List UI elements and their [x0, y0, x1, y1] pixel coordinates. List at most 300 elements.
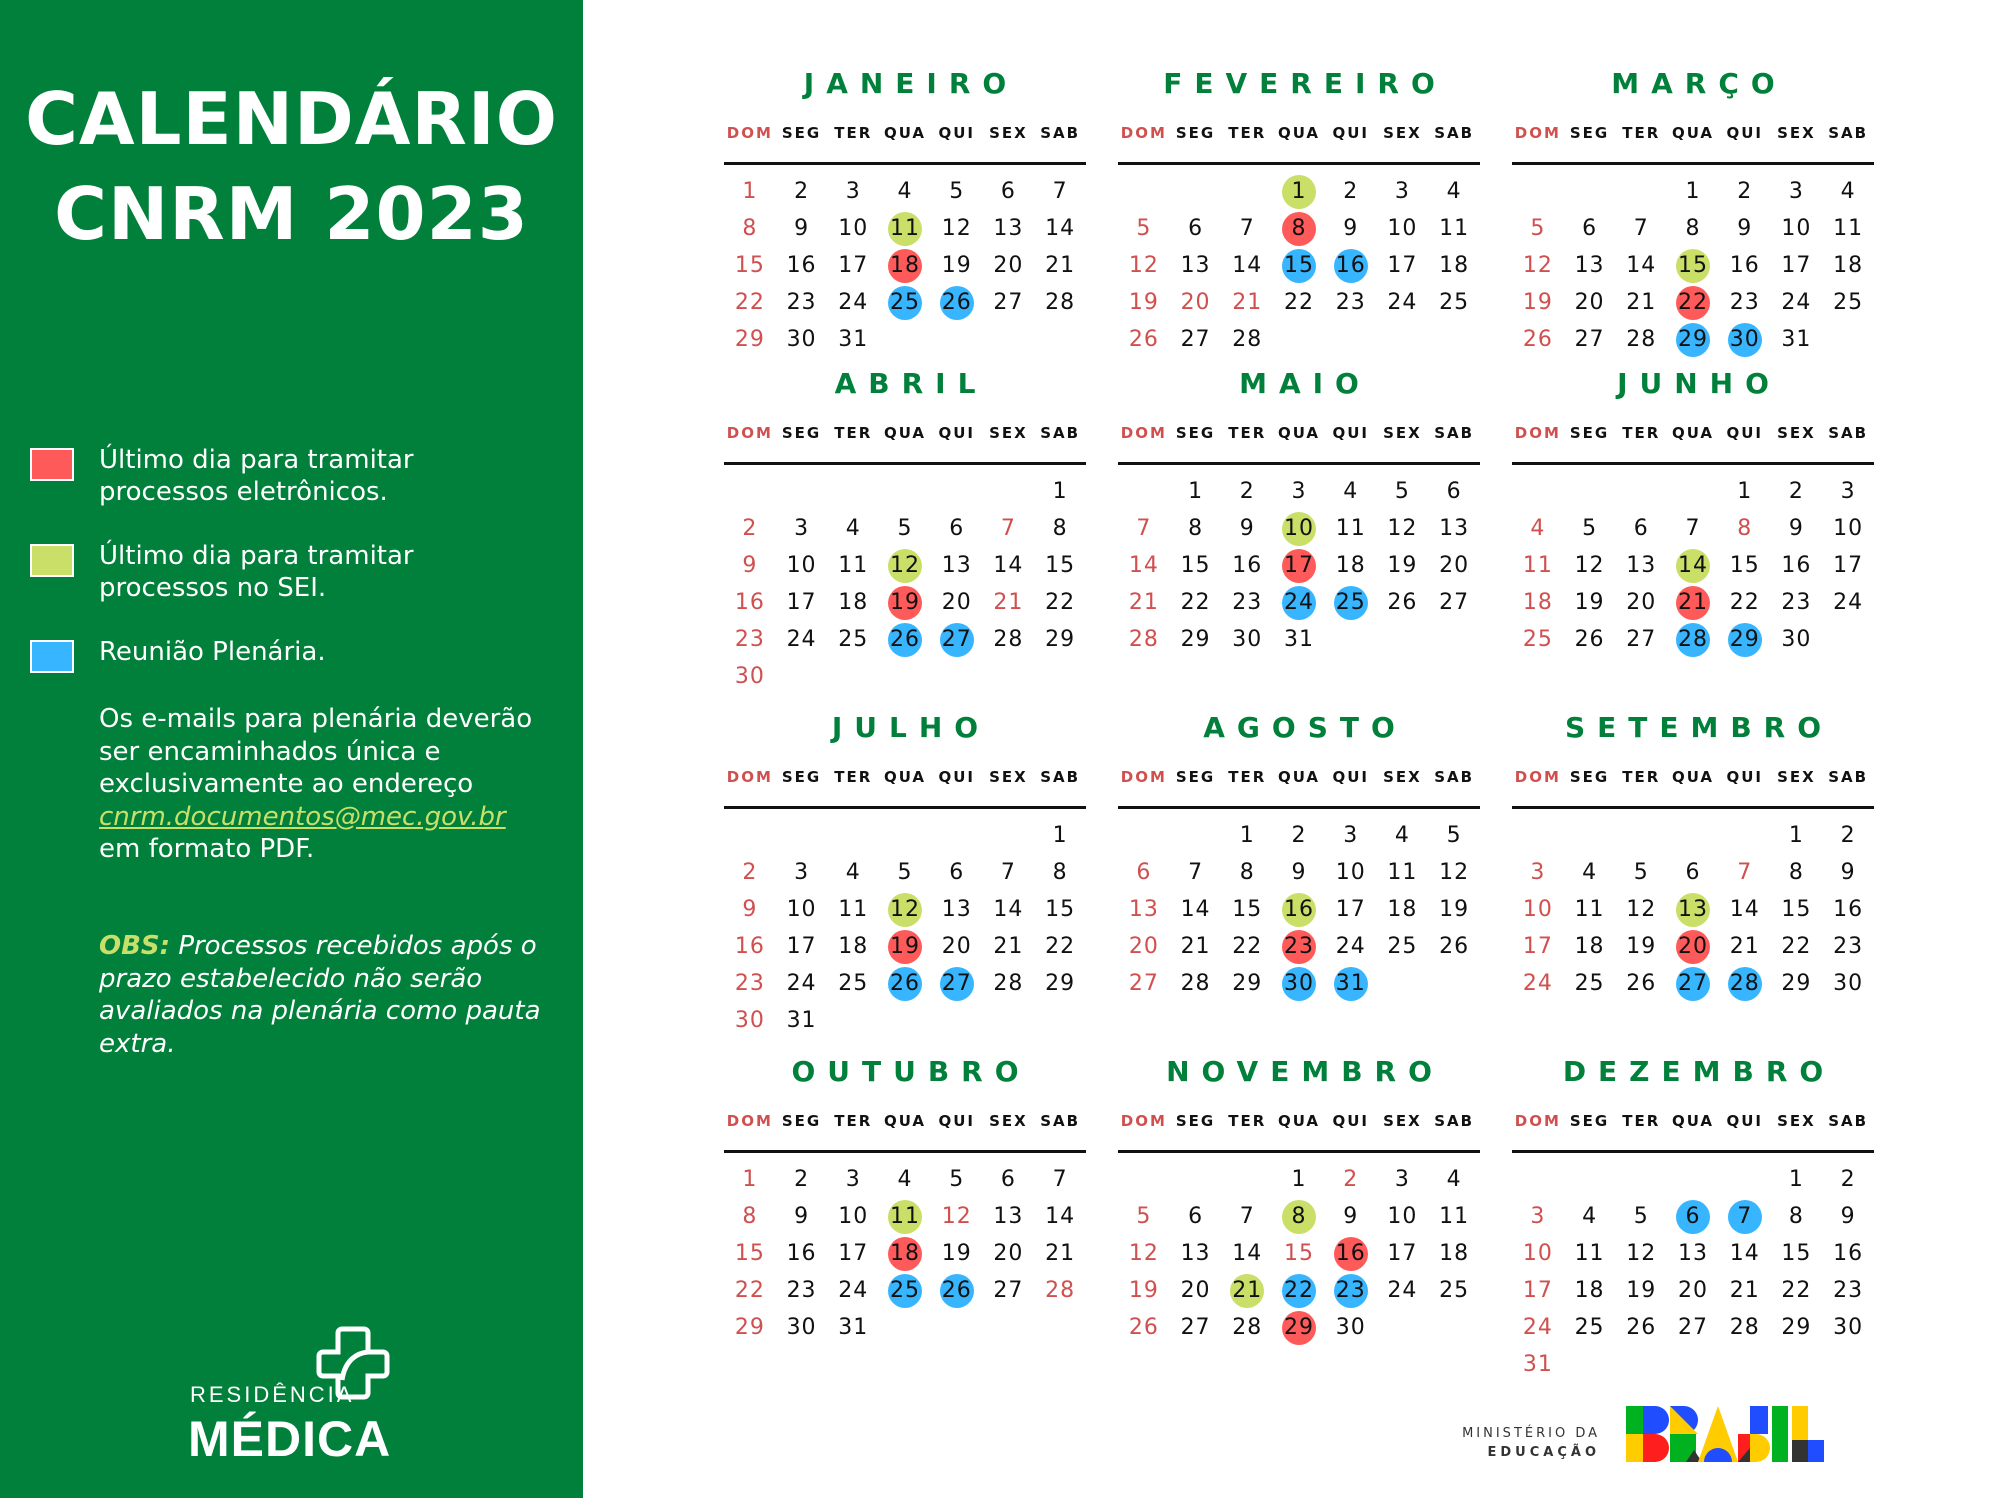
day-number: 7 — [1239, 1204, 1255, 1229]
day-number: 11 — [889, 216, 920, 241]
day-cell — [1428, 173, 1480, 210]
day-cell — [1377, 1198, 1429, 1235]
weekday-label: DOM — [1120, 424, 1167, 442]
day-cell — [827, 1272, 879, 1309]
day-cell — [879, 928, 931, 965]
day-cell — [1118, 584, 1170, 621]
day-number: 10 — [786, 897, 817, 922]
day-number: 24 — [1833, 590, 1864, 615]
day-cell — [1771, 854, 1823, 891]
day-cell — [827, 621, 879, 658]
month-junho — [1512, 364, 1874, 658]
day-cell — [1034, 965, 1086, 1002]
day-cell — [879, 1161, 931, 1198]
day-cell — [1615, 247, 1667, 284]
weekday-label: QUA — [1671, 768, 1715, 786]
day-number: 26 — [1387, 590, 1418, 615]
day-number: 6 — [1582, 216, 1598, 241]
red-swatch-icon — [30, 448, 74, 481]
day-number: 22 — [1729, 590, 1760, 615]
day-cell — [776, 1309, 828, 1346]
day-cell — [1325, 247, 1377, 284]
legend-item-red — [30, 444, 439, 508]
weekday-label: DOM — [1514, 768, 1561, 786]
day-cell — [1221, 1235, 1273, 1272]
day-number: 4 — [897, 179, 913, 204]
day-cell — [1034, 173, 1086, 210]
day-number: 12 — [1439, 860, 1470, 885]
day-number: 24 — [838, 290, 869, 315]
day-number: 1 — [1188, 479, 1204, 504]
day-number: 9 — [1737, 216, 1753, 241]
weekday-label: DOM — [1120, 124, 1167, 142]
day-cell — [1719, 928, 1771, 965]
weekday-label: SEX — [1777, 768, 1816, 786]
weekday-label: SEG — [1175, 768, 1216, 786]
day-number: 2 — [794, 179, 810, 204]
day-number: 27 — [1128, 971, 1159, 996]
day-number: 11 — [1439, 216, 1470, 241]
day-cell — [1512, 1235, 1564, 1272]
weekday-label: SAB — [1434, 768, 1475, 786]
day-number: 25 — [838, 971, 869, 996]
day-number: 2 — [1239, 479, 1255, 504]
day-number: 4 — [1394, 823, 1410, 848]
day-number: 1 — [1291, 179, 1307, 204]
day-cell — [1771, 173, 1823, 210]
day-number: 17 — [1387, 1241, 1418, 1266]
day-cell — [776, 1161, 828, 1198]
day-cell — [1512, 284, 1564, 321]
empty-cell — [1221, 1161, 1273, 1198]
day-number: 3 — [1343, 823, 1359, 848]
day-cell — [1512, 547, 1564, 584]
day-cell — [1667, 321, 1719, 358]
day-cell — [724, 247, 776, 284]
header-divider — [1118, 806, 1480, 809]
day-cell — [1325, 284, 1377, 321]
weekday-label: TER — [834, 768, 873, 786]
day-number: 13 — [1574, 253, 1605, 278]
day-number: 26 — [1128, 327, 1159, 352]
days-grid — [1118, 173, 1480, 358]
day-number: 5 — [1530, 216, 1546, 241]
day-cell — [1428, 284, 1480, 321]
day-cell — [931, 510, 983, 547]
day-cell — [983, 621, 1035, 658]
day-cell — [1615, 1198, 1667, 1235]
day-cell — [776, 173, 828, 210]
day-number: 23 — [1283, 934, 1314, 959]
weekday-label: SAB — [1828, 124, 1869, 142]
day-number: 23 — [1833, 1278, 1864, 1303]
weekday-label: SAB — [1828, 768, 1869, 786]
day-number: 29 — [1045, 971, 1076, 996]
day-cell — [1221, 621, 1273, 658]
empty-cell — [1170, 1161, 1222, 1198]
logo-line-1: RESIDÊNCIA — [190, 1382, 355, 1407]
day-cell — [1428, 584, 1480, 621]
day-number: 20 — [1677, 934, 1708, 959]
day-cell — [1034, 1235, 1086, 1272]
day-cell — [1034, 854, 1086, 891]
day-cell — [1615, 854, 1667, 891]
day-number: 12 — [889, 897, 920, 922]
day-cell — [1118, 321, 1170, 358]
day-number: 24 — [1387, 290, 1418, 315]
day-cell — [724, 928, 776, 965]
day-number: 17 — [1387, 253, 1418, 278]
day-cell — [1564, 621, 1616, 658]
empty-cell — [724, 817, 776, 854]
empty-cell — [931, 817, 983, 854]
day-cell — [827, 1235, 879, 1272]
day-number: 2 — [1343, 179, 1359, 204]
day-number: 18 — [1439, 1241, 1470, 1266]
day-cell — [1170, 473, 1222, 510]
day-cell — [1667, 621, 1719, 658]
day-cell — [776, 1198, 828, 1235]
day-number: 7 — [1188, 860, 1204, 885]
day-cell — [1564, 510, 1616, 547]
day-number: 25 — [838, 627, 869, 652]
day-cell — [1667, 1272, 1719, 1309]
day-cell — [1615, 891, 1667, 928]
month-março — [1512, 64, 1874, 358]
day-cell — [1667, 247, 1719, 284]
month-outubro — [724, 1052, 1086, 1346]
day-cell — [1512, 247, 1564, 284]
day-cell — [879, 965, 931, 1002]
day-cell — [1221, 1309, 1273, 1346]
day-cell — [1428, 1272, 1480, 1309]
day-cell — [1771, 817, 1823, 854]
day-number: 19 — [1439, 897, 1470, 922]
day-number: 3 — [845, 179, 861, 204]
day-number: 18 — [889, 1241, 920, 1266]
days-grid — [1512, 817, 1874, 1002]
empty-cell — [879, 473, 931, 510]
day-cell — [931, 547, 983, 584]
day-number: 21 — [993, 934, 1024, 959]
day-cell — [776, 584, 828, 621]
day-number: 8 — [1291, 1204, 1307, 1229]
day-cell — [1170, 854, 1222, 891]
day-number: 25 — [889, 1278, 920, 1303]
day-cell — [1719, 891, 1771, 928]
day-number: 15 — [1045, 553, 1076, 578]
day-cell — [1273, 210, 1325, 247]
weekday-label: QUI — [938, 768, 975, 786]
day-cell — [1771, 584, 1823, 621]
day-cell — [1719, 284, 1771, 321]
day-number: 15 — [1677, 253, 1708, 278]
day-number: 31 — [838, 1315, 869, 1340]
weekday-label: SEX — [1383, 424, 1422, 442]
day-number: 28 — [1045, 290, 1076, 315]
day-number: 28 — [1180, 971, 1211, 996]
day-number: 2 — [1788, 479, 1804, 504]
day-cell — [776, 1002, 828, 1039]
day-cell — [1377, 928, 1429, 965]
day-cell — [1034, 1161, 1086, 1198]
empty-cell — [1564, 473, 1616, 510]
day-cell — [1667, 965, 1719, 1002]
day-number: 24 — [1283, 590, 1314, 615]
day-cell — [1512, 928, 1564, 965]
day-cell — [1221, 473, 1273, 510]
day-cell — [1170, 510, 1222, 547]
weekday-label: SEG — [1569, 124, 1610, 142]
day-cell — [1118, 210, 1170, 247]
day-cell — [983, 1235, 1035, 1272]
day-number: 26 — [1626, 971, 1657, 996]
weekday-header — [724, 418, 1086, 448]
day-cell — [1822, 1198, 1874, 1235]
day-cell — [1273, 965, 1325, 1002]
day-number: 3 — [794, 516, 810, 541]
day-number: 14 — [993, 897, 1024, 922]
day-number: 9 — [1343, 1204, 1359, 1229]
header-divider — [1512, 162, 1874, 165]
day-cell — [1719, 547, 1771, 584]
weekday-label: DOM — [1120, 768, 1167, 786]
day-number: 12 — [1522, 253, 1553, 278]
day-cell — [776, 854, 828, 891]
month-name: AGOSTO — [1203, 711, 1407, 744]
weekday-label: TER — [834, 1112, 873, 1130]
day-cell — [1564, 584, 1616, 621]
day-cell — [1170, 547, 1222, 584]
day-number: 14 — [1729, 1241, 1760, 1266]
day-number: 27 — [941, 971, 972, 996]
day-number: 9 — [1840, 860, 1856, 885]
day-cell — [1719, 1198, 1771, 1235]
day-cell — [931, 210, 983, 247]
green-swatch-icon — [30, 544, 74, 577]
day-cell — [1221, 247, 1273, 284]
day-cell — [1118, 1272, 1170, 1309]
day-number: 24 — [1522, 971, 1553, 996]
day-number: 11 — [1439, 1204, 1470, 1229]
day-number: 7 — [1052, 1167, 1068, 1192]
day-number: 6 — [1136, 860, 1152, 885]
day-number: 23 — [786, 1278, 817, 1303]
day-number: 22 — [734, 290, 765, 315]
day-number: 27 — [993, 290, 1024, 315]
day-number: 4 — [845, 516, 861, 541]
empty-cell — [1667, 1161, 1719, 1198]
day-number: 18 — [1833, 253, 1864, 278]
empty-cell — [1615, 817, 1667, 854]
day-cell — [879, 510, 931, 547]
day-number: 20 — [1439, 553, 1470, 578]
weekday-label: DOM — [1514, 1112, 1561, 1130]
day-number: 12 — [1128, 1241, 1159, 1266]
day-cell — [1667, 584, 1719, 621]
day-number: 5 — [1633, 860, 1649, 885]
days-grid — [724, 817, 1086, 1039]
day-number: 13 — [1128, 897, 1159, 922]
day-number: 4 — [1840, 179, 1856, 204]
day-cell — [1428, 817, 1480, 854]
day-number: 27 — [993, 1278, 1024, 1303]
day-cell — [1667, 173, 1719, 210]
day-number: 18 — [1574, 934, 1605, 959]
day-cell — [1771, 284, 1823, 321]
weekday-label: SAB — [1040, 1112, 1081, 1130]
day-number: 15 — [1729, 553, 1760, 578]
day-cell — [1170, 247, 1222, 284]
day-number: 23 — [786, 290, 817, 315]
day-cell — [1377, 210, 1429, 247]
day-number: 9 — [794, 216, 810, 241]
day-number: 5 — [1582, 516, 1598, 541]
day-cell — [1273, 547, 1325, 584]
day-number: 28 — [1677, 627, 1708, 652]
weekday-label: DOM — [1514, 424, 1561, 442]
day-cell — [1428, 247, 1480, 284]
day-number: 31 — [1522, 1352, 1553, 1377]
day-number: 25 — [1387, 934, 1418, 959]
day-number: 2 — [1291, 823, 1307, 848]
day-number: 8 — [742, 216, 758, 241]
day-cell — [983, 247, 1035, 284]
weekday-label: SEX — [1383, 1112, 1422, 1130]
day-number: 16 — [1781, 553, 1812, 578]
header-divider — [1512, 1150, 1874, 1153]
day-cell — [1564, 854, 1616, 891]
day-number: 11 — [838, 897, 869, 922]
day-cell — [1615, 547, 1667, 584]
email-link[interactable]: cnrm.documentos@mec.gov.br — [99, 801, 506, 832]
day-cell — [1667, 510, 1719, 547]
legend-label: Reunião Plenária. — [99, 637, 326, 667]
day-number: 22 — [1283, 1278, 1314, 1303]
day-number: 25 — [1335, 590, 1366, 615]
weekday-label: QUA — [883, 424, 927, 442]
day-number: 15 — [734, 1241, 765, 1266]
day-number: 10 — [1335, 860, 1366, 885]
empty-cell — [1719, 817, 1771, 854]
day-cell — [1667, 891, 1719, 928]
day-cell — [1325, 210, 1377, 247]
day-cell — [1170, 321, 1222, 358]
day-number: 10 — [838, 216, 869, 241]
day-number: 10 — [1387, 216, 1418, 241]
day-number: 14 — [1232, 253, 1263, 278]
day-cell — [1034, 928, 1086, 965]
empty-cell — [983, 473, 1035, 510]
day-cell — [1273, 621, 1325, 658]
day-number: 26 — [889, 971, 920, 996]
day-number: 28 — [993, 627, 1024, 652]
day-number: 7 — [1052, 179, 1068, 204]
day-cell — [1428, 854, 1480, 891]
day-number: 8 — [1737, 516, 1753, 541]
empty-cell — [1118, 817, 1170, 854]
day-cell — [1512, 584, 1564, 621]
day-number: 30 — [1833, 971, 1864, 996]
day-cell — [1034, 210, 1086, 247]
day-number: 13 — [1439, 516, 1470, 541]
day-cell — [724, 584, 776, 621]
day-cell — [1822, 1272, 1874, 1309]
weekday-header — [724, 1106, 1086, 1136]
day-number: 4 — [897, 1167, 913, 1192]
month-name: NOVEMBRO — [1166, 1055, 1444, 1088]
weekday-label: TER — [1228, 768, 1267, 786]
header-divider — [724, 462, 1086, 465]
weekday-label: SEG — [1569, 1112, 1610, 1130]
day-number: 21 — [1677, 590, 1708, 615]
day-number: 8 — [1239, 860, 1255, 885]
day-cell — [931, 1161, 983, 1198]
day-cell — [1428, 928, 1480, 965]
day-cell — [1615, 1235, 1667, 1272]
empty-cell — [931, 473, 983, 510]
day-cell — [1325, 965, 1377, 1002]
day-cell — [983, 891, 1035, 928]
day-number: 7 — [1136, 516, 1152, 541]
day-cell — [1771, 891, 1823, 928]
day-number: 21 — [1180, 934, 1211, 959]
weekday-label: DOM — [726, 1112, 773, 1130]
day-cell — [983, 1198, 1035, 1235]
day-cell — [1170, 1272, 1222, 1309]
day-cell — [1118, 547, 1170, 584]
weekday-label: QUI — [938, 424, 975, 442]
day-cell — [1822, 473, 1874, 510]
empty-cell — [1615, 173, 1667, 210]
day-number: 7 — [1737, 1204, 1753, 1229]
day-number: 22 — [734, 1278, 765, 1303]
day-number: 9 — [742, 553, 758, 578]
day-number: 14 — [1626, 253, 1657, 278]
day-number: 7 — [1633, 216, 1649, 241]
day-cell — [724, 965, 776, 1002]
month-name: JUNHO — [1617, 367, 1781, 400]
weekday-label: SEG — [1175, 124, 1216, 142]
day-number: 26 — [1574, 627, 1605, 652]
day-number: 14 — [1180, 897, 1211, 922]
day-cell — [1325, 584, 1377, 621]
weekday-header — [1118, 118, 1480, 148]
day-cell — [724, 1272, 776, 1309]
day-cell — [879, 854, 931, 891]
header-divider — [1118, 1150, 1480, 1153]
day-number: 15 — [1232, 897, 1263, 922]
day-cell — [983, 173, 1035, 210]
day-cell — [1377, 173, 1429, 210]
email-note — [99, 703, 559, 866]
day-cell — [1822, 247, 1874, 284]
day-cell — [827, 854, 879, 891]
day-number: 21 — [993, 590, 1024, 615]
day-number: 25 — [1574, 971, 1605, 996]
day-number: 2 — [1343, 1167, 1359, 1192]
weekday-label: SEX — [1777, 424, 1816, 442]
day-number: 24 — [1522, 1315, 1553, 1340]
day-cell — [1273, 510, 1325, 547]
day-cell — [1771, 1235, 1823, 1272]
day-number: 10 — [1522, 897, 1553, 922]
day-number: 21 — [1232, 1278, 1263, 1303]
day-number: 3 — [1530, 860, 1546, 885]
day-number: 18 — [889, 253, 920, 278]
day-number: 23 — [1833, 934, 1864, 959]
day-cell — [1822, 510, 1874, 547]
